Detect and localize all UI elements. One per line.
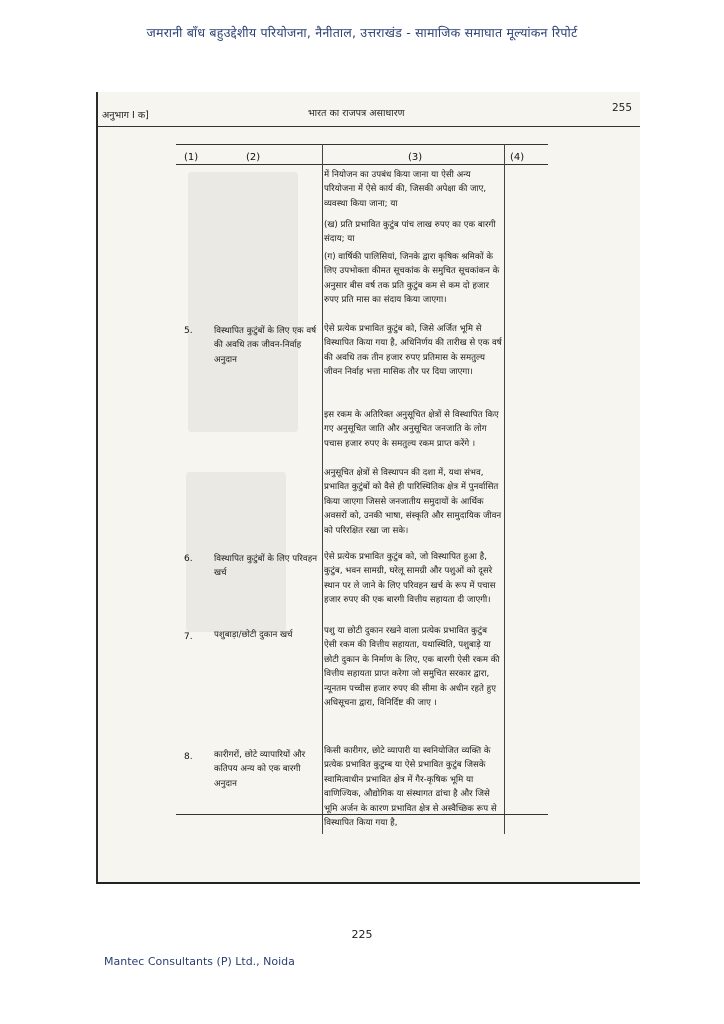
table-top-rule	[176, 144, 548, 145]
col-header-1: (1)	[184, 152, 199, 163]
row-number: 5.	[184, 326, 193, 336]
row-text: ऐसे प्रत्येक प्रभावित कुटुंब को, जो विस्थापित हुआ है, कुटुंब, भवन सामग्री, घरेलू सामग्री और पशुओं को दूसरे स्थान पर ले जाने के लिए परिवहन खर्च के रूप में पचास हजार रुपए की एक बारगी वित्तीय सहायता दी जाएगी।	[324, 552, 496, 606]
row-number: 6.	[184, 554, 193, 564]
table-bottom-rule	[176, 814, 548, 815]
cont-block: में नियोजन का उपबंध किया जाना या ऐसी अन्य परियोजना में ऐसे कार्य की, जिसकी अपेक्षा की जाए, व्यवस्था किया जाना; या	[324, 170, 487, 209]
col-header-4: (4)	[510, 152, 525, 163]
cont-block: (ग) वार्षिकी पालिसियां, जिनके द्वारा कृषिक श्रमिकों के लिए उपभोक्ता कीमत सूचकांक के समुचित सूचकांकन के अनुसार बीस वर्ष तक प्रति कुटुंब कम से कम दो हजार रुपए प्रति मास का संदाय किया जाएगा।	[324, 252, 500, 306]
row-text: अनुसूचित क्षेत्रों से विस्थापन की दशा में, यथा संभव, प्रभावित कुटुंबों को वैसे ही पारिस्थितिक क्षेत्र में पुनर्वासित किया जाएगा जिससे जनजातीय समुदायों के आर्थिक अवसरों को, उनकी भाषा, संस्कृति और सामुदायिक जीवन को परिरक्षित रखा जा सके।	[324, 468, 502, 536]
column-divider	[504, 144, 505, 834]
row-label: विस्थापित कुटुंबों के लिए परिवहन खर्च	[214, 554, 318, 579]
header-rule	[98, 126, 640, 127]
scanned-gazette-page	[96, 92, 640, 884]
gazette-page-number: 255	[611, 102, 632, 114]
column-divider	[322, 144, 323, 834]
row-text: इस रकम के अतिरिक्त अनुसूचित क्षेत्रों से विस्थापित किए गए अनुसूचित जाति और अनुसूचित जनजाति के लोग पचास हजार रुपए के समतुल्य रकम प्राप्त करेंगे ।	[324, 410, 499, 449]
col-header-3: (3)	[408, 152, 423, 163]
cont-block: (ख) प्रति प्रभावित कुटुंब पांच लाख रुपए का एक बारगी संदाय; या	[324, 220, 496, 245]
row-text: ऐसे प्रत्येक प्रभावित कुटुंब को, जिसे अर्जित भूमि से विस्थापित किया गया है, अधिनिर्णय की तारीख से एक वर्ष की अवधि तक तीन हजार रुपए प्रतिमास के समतुल्य जीवन निर्वाह भत्ता मासिक तौर पर दिया जाएगा।	[324, 324, 502, 378]
col-header-2: (2)	[246, 152, 261, 163]
page-number: 225	[351, 928, 373, 941]
gazette-section: अनुभाग I क]	[102, 110, 149, 121]
row-label: पशुबाड़ा/छोटी दुकान खर्च	[214, 630, 293, 640]
gazette-header	[102, 102, 636, 126]
table-head-rule	[176, 164, 548, 165]
row-label: कारीगरों, छोटे व्यापारियों और कतिपय अन्य को एक बारगी अनुदान	[214, 750, 306, 789]
gazette-title: भारत का राजपत्र असाधारण	[308, 108, 405, 119]
row-text: पशु या छोटी दुकान रखने वाला प्रत्येक प्रभावित कुटुंब ऐसी रकम की वित्तीय सहायता, यथास्थिति, पशुबाड़े या छोटी दुकान के निर्माण के लिए, एक बारगी ऐसी रकम की वित्तीय सहायता प्राप्त करेगा जो समुचित सरकार द्वारा, न्यूनतम पच्चीस हजार रुपए की सीमा के अधीन रहते हुए अधिसूचना द्वारा, विनिर्दिष्ट की जाए ।	[324, 626, 500, 709]
row-label: विस्थापित कुटुंबों के लिए एक वर्ष की अवधि तक जीवन-निर्वाह अनुदान	[214, 326, 317, 365]
row-number: 8.	[184, 752, 193, 762]
row-text: किसी कारीगर, छोटे व्यापारी या स्वनियोजित व्यक्ति के प्रत्येक प्रभावित कुटुम्ब या ऐसे प्रभावित कुटुंब जिसके स्वामित्वाधीन प्रभावित क्षेत्र में गैर-कृषिक भूमि या वाणिज्यिक, औद्योगिक या संस्थागत ढांचा है और जिसे भूमि अर्जन के कारण प्रभावित क्षेत्र से अस्वैच्छिक रूप से विस्थापित किया गया है,	[324, 746, 497, 829]
report-title: जमरानी बाँध बहुउद्देशीय परियोजना, नैनीताल, उत्तराखंड - सामाजिक समाघात मूल्यांकन रिपोर्ट	[146, 25, 578, 40]
footer-company: Mantec Consultants (P) Ltd., Noida	[104, 955, 295, 968]
row-number: 7.	[184, 632, 193, 642]
